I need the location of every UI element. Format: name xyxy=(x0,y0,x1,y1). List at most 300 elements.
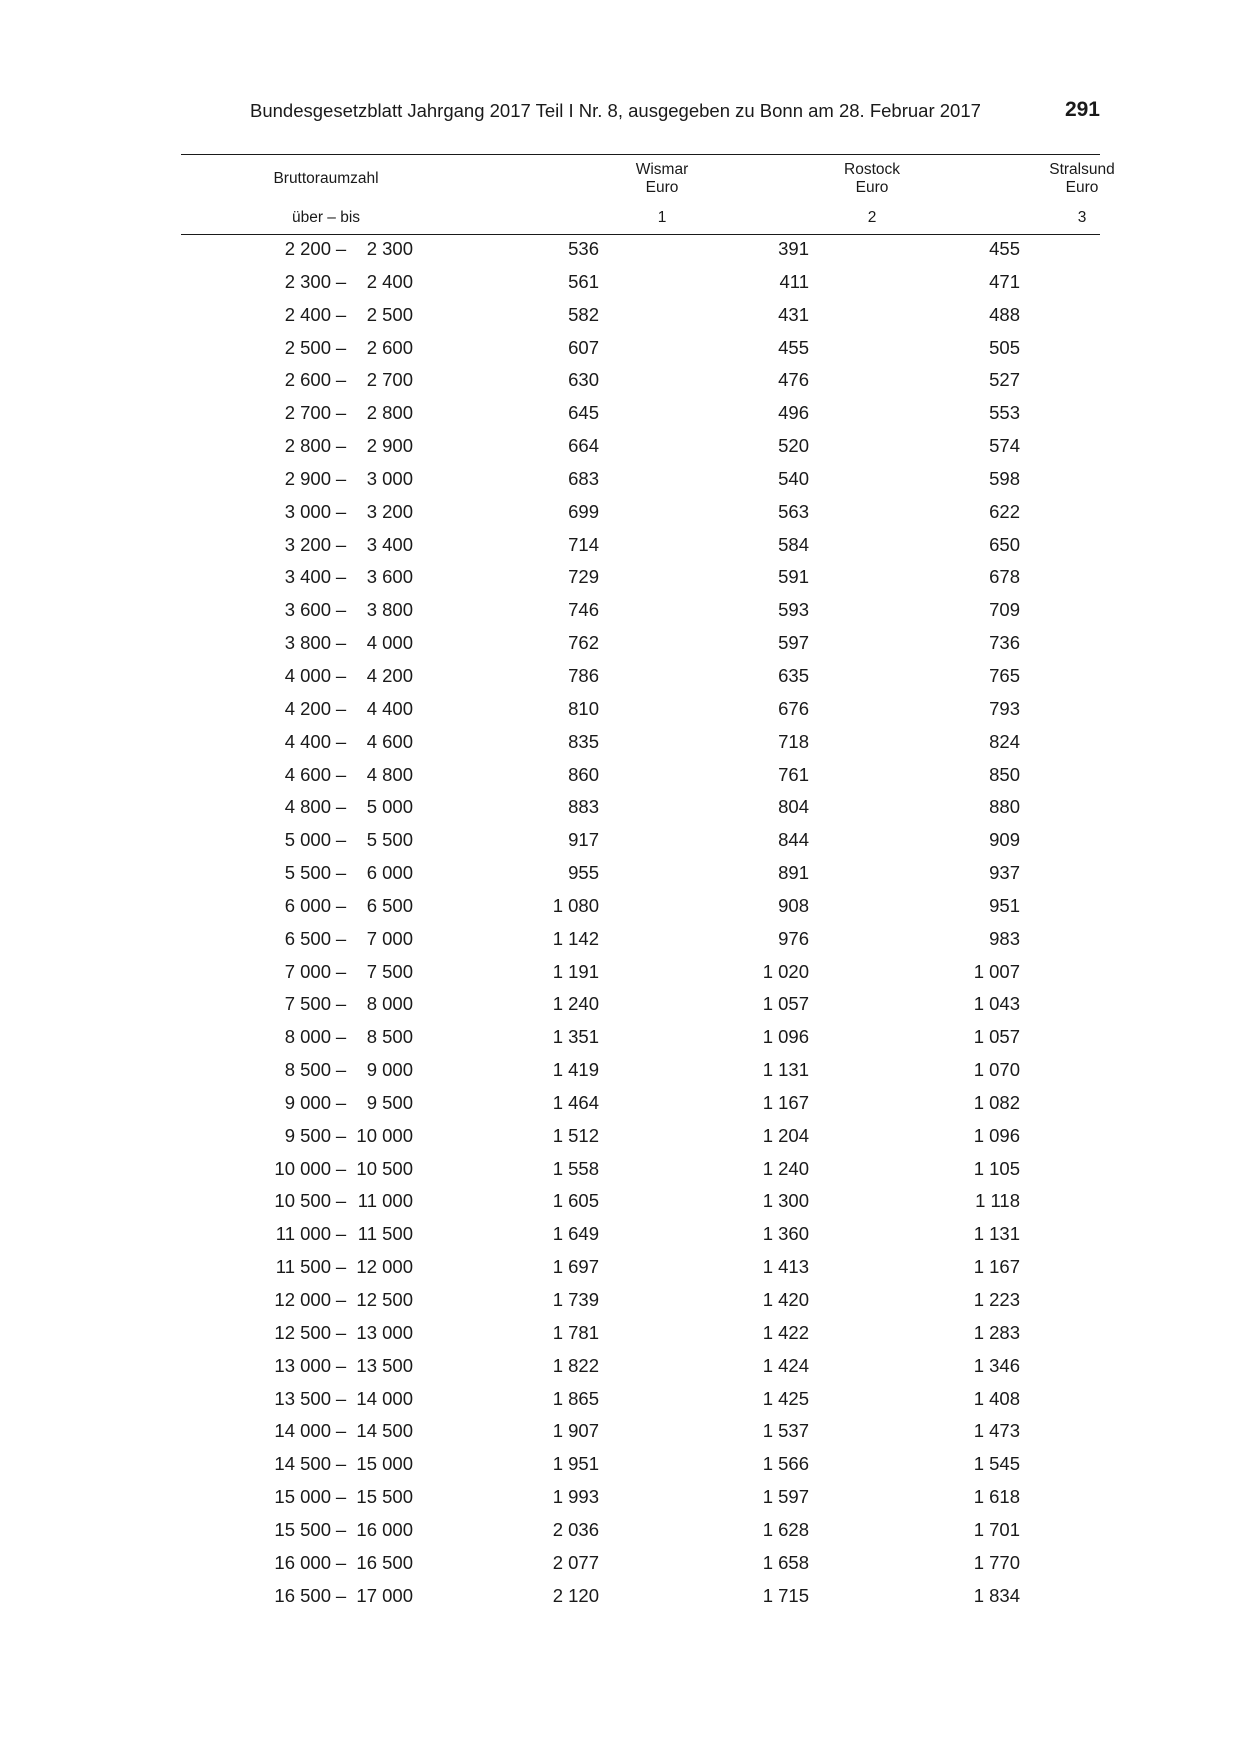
range-from: 10 500 xyxy=(274,1190,331,1212)
fee-rostock: 496 xyxy=(778,402,809,424)
range-to: 12 500 xyxy=(356,1289,413,1310)
table-row xyxy=(181,334,1100,367)
range-to: 9 500 xyxy=(366,1091,413,1113)
fee-rostock: 844 xyxy=(778,829,809,851)
range-dash: – xyxy=(335,1453,347,1475)
fee-rostock: 591 xyxy=(778,566,809,588)
range-from: 12 000 xyxy=(274,1289,331,1310)
fee-stralsund: 488 xyxy=(989,303,1020,325)
range-dash: – xyxy=(335,1551,347,1573)
range-from: 2 400 xyxy=(284,303,331,325)
fee-wismar: 2 036 xyxy=(552,1518,599,1540)
table-row xyxy=(181,1516,1100,1549)
fee-rostock: 1 658 xyxy=(762,1551,809,1573)
column-subheader-range: über – bis xyxy=(291,209,361,226)
range-to: 2 400 xyxy=(366,270,413,292)
range-dash: – xyxy=(335,467,347,489)
fee-stralsund: 574 xyxy=(989,435,1020,457)
fee-wismar: 729 xyxy=(568,566,599,588)
range-to: 4 000 xyxy=(366,632,413,654)
fee-rostock: 1 628 xyxy=(762,1518,809,1540)
range-to: 8 500 xyxy=(366,1026,413,1048)
range-to: 15 000 xyxy=(356,1453,413,1475)
table-row xyxy=(181,958,1100,991)
fee-stralsund: 1 007 xyxy=(973,960,1020,982)
fee-stralsund: 1 618 xyxy=(973,1486,1020,1508)
fee-rostock: 1 424 xyxy=(762,1354,809,1376)
fee-stralsund: 793 xyxy=(989,697,1020,719)
fee-wismar: 746 xyxy=(568,599,599,621)
range-dash: – xyxy=(335,927,347,949)
range-dash: – xyxy=(335,566,347,588)
fee-wismar: 1 142 xyxy=(552,927,599,949)
fee-wismar: 561 xyxy=(568,270,599,292)
fee-stralsund: 553 xyxy=(989,402,1020,424)
fee-wismar: 1 697 xyxy=(552,1256,599,1278)
range-from: 11 500 xyxy=(275,1256,331,1278)
range-from: 11 000 xyxy=(275,1223,331,1245)
column-header-rostock-name: Rostock xyxy=(844,161,900,178)
fee-wismar: 860 xyxy=(568,763,599,785)
range-from: 2 500 xyxy=(284,336,331,358)
table-row xyxy=(181,793,1100,826)
range-to: 14 500 xyxy=(356,1420,413,1442)
fee-stralsund: 1 701 xyxy=(973,1518,1020,1540)
fee-rostock: 1 057 xyxy=(762,993,809,1015)
column-header-rostock-unit: Euro xyxy=(855,179,889,196)
fee-rostock: 976 xyxy=(778,927,809,949)
range-from: 2 600 xyxy=(284,369,331,391)
fee-rostock: 476 xyxy=(778,369,809,391)
range-to: 2 500 xyxy=(366,303,413,325)
fee-wismar: 1 351 xyxy=(552,1026,599,1048)
fee-stralsund: 1 283 xyxy=(973,1321,1020,1343)
fee-stralsund: 527 xyxy=(989,369,1020,391)
fee-rostock: 411 xyxy=(779,270,809,292)
table-row xyxy=(181,826,1100,859)
range-from: 13 500 xyxy=(274,1387,331,1409)
range-from: 8 000 xyxy=(284,1026,331,1048)
range-to: 9 000 xyxy=(366,1059,413,1081)
range-from: 10 000 xyxy=(274,1157,331,1179)
fee-wismar: 1 191 xyxy=(552,960,599,982)
fee-rostock: 455 xyxy=(778,336,809,358)
column-header-wismar-name: Wismar xyxy=(635,161,689,178)
range-to: 11 000 xyxy=(357,1190,413,1212)
range-dash: – xyxy=(335,1026,347,1048)
range-to: 2 300 xyxy=(366,238,413,259)
fee-wismar: 582 xyxy=(568,303,599,325)
range-dash: – xyxy=(335,664,347,686)
range-dash: – xyxy=(335,1420,347,1442)
fee-wismar: 1 240 xyxy=(552,993,599,1015)
fee-wismar: 1 739 xyxy=(552,1289,599,1310)
fee-rostock: 431 xyxy=(778,303,809,325)
fee-rostock: 804 xyxy=(778,796,809,818)
table-body xyxy=(181,235,1100,1614)
table-row xyxy=(181,1220,1100,1253)
fee-stralsund: 1 223 xyxy=(973,1289,1020,1310)
fee-stralsund: 1 545 xyxy=(973,1453,1020,1475)
range-from: 7 500 xyxy=(284,993,331,1015)
range-from: 9 000 xyxy=(284,1091,331,1113)
column-header-gross-tonnage: Bruttoraumzahl xyxy=(273,170,379,187)
fee-wismar: 664 xyxy=(568,435,599,457)
fee-table xyxy=(181,154,1115,1614)
table-row xyxy=(181,1089,1100,1122)
column-header-wismar xyxy=(562,161,762,197)
fee-rostock: 540 xyxy=(778,467,809,489)
range-from: 7 000 xyxy=(284,960,331,982)
fee-wismar: 2 120 xyxy=(552,1584,599,1606)
table-row xyxy=(181,662,1100,695)
fee-stralsund: 951 xyxy=(989,894,1020,916)
range-to: 13 500 xyxy=(356,1354,413,1376)
fee-stralsund: 824 xyxy=(989,730,1020,752)
table-row xyxy=(181,399,1100,432)
range-to: 2 800 xyxy=(366,402,413,424)
range-to: 17 000 xyxy=(356,1584,413,1606)
fee-wismar: 1 822 xyxy=(552,1354,599,1376)
range-to: 15 500 xyxy=(356,1486,413,1508)
range-dash: – xyxy=(335,1059,347,1081)
fee-wismar: 1 993 xyxy=(552,1486,599,1508)
range-to: 8 000 xyxy=(366,993,413,1015)
table-row xyxy=(181,1187,1100,1220)
range-to: 6 000 xyxy=(366,862,413,884)
table-row xyxy=(181,728,1100,761)
fee-stralsund: 850 xyxy=(989,763,1020,785)
table-row xyxy=(181,498,1100,531)
range-dash: – xyxy=(335,1387,347,1409)
range-dash: – xyxy=(335,763,347,785)
range-from: 16 500 xyxy=(274,1584,331,1606)
column-header-stralsund-name: Stralsund xyxy=(1049,161,1115,178)
fee-wismar: 786 xyxy=(568,664,599,686)
range-dash: – xyxy=(335,829,347,851)
range-to: 3 000 xyxy=(366,467,413,489)
fee-stralsund: 471 xyxy=(989,270,1020,292)
fee-rostock: 908 xyxy=(778,894,809,916)
table-row xyxy=(181,268,1100,301)
range-to: 4 800 xyxy=(366,763,413,785)
fee-wismar: 1 951 xyxy=(552,1453,599,1475)
fee-stralsund: 1 131 xyxy=(973,1223,1020,1245)
range-from: 14 000 xyxy=(274,1420,331,1442)
table-row xyxy=(181,531,1100,564)
range-from: 9 500 xyxy=(284,1124,331,1146)
range-dash: – xyxy=(335,632,347,654)
fee-rostock: 718 xyxy=(778,730,809,752)
fee-stralsund: 678 xyxy=(989,566,1020,588)
fee-wismar: 714 xyxy=(568,533,599,555)
fee-rostock: 1 413 xyxy=(762,1256,809,1278)
table-row xyxy=(181,1483,1100,1516)
fee-rostock: 1 422 xyxy=(762,1321,809,1343)
table-row xyxy=(181,859,1100,892)
range-to: 5 000 xyxy=(366,796,413,818)
fee-stralsund: 650 xyxy=(989,533,1020,555)
table-row xyxy=(181,892,1100,925)
fee-rostock: 593 xyxy=(778,599,809,621)
range-from: 3 200 xyxy=(284,533,331,555)
range-dash: – xyxy=(335,697,347,719)
fee-rostock: 761 xyxy=(778,763,809,785)
range-to: 10 500 xyxy=(356,1157,413,1179)
fee-rostock: 1 020 xyxy=(762,960,809,982)
range-dash: – xyxy=(335,1289,347,1310)
fee-rostock: 1 300 xyxy=(762,1190,809,1212)
fee-stralsund: 1 473 xyxy=(973,1420,1020,1442)
range-from: 16 000 xyxy=(274,1551,331,1573)
range-dash: – xyxy=(335,533,347,555)
table-row xyxy=(181,1023,1100,1056)
fee-stralsund: 880 xyxy=(989,796,1020,818)
range-to: 3 600 xyxy=(366,566,413,588)
range-to: 4 200 xyxy=(366,664,413,686)
range-dash: – xyxy=(335,1486,347,1508)
table-row xyxy=(181,695,1100,728)
fee-rostock: 520 xyxy=(778,435,809,457)
column-number-wismar: 1 xyxy=(657,209,667,226)
table-row xyxy=(181,432,1100,465)
range-from: 3 000 xyxy=(284,500,331,522)
fee-stralsund: 983 xyxy=(989,927,1020,949)
range-to: 10 000 xyxy=(356,1124,413,1146)
fee-stralsund: 709 xyxy=(989,599,1020,621)
range-dash: – xyxy=(335,1157,347,1179)
fee-rostock: 1 425 xyxy=(762,1387,809,1409)
fee-wismar: 1 907 xyxy=(552,1420,599,1442)
table-row xyxy=(181,1417,1100,1450)
fee-wismar: 683 xyxy=(568,467,599,489)
table-row xyxy=(181,235,1100,268)
range-dash: – xyxy=(335,336,347,358)
range-to: 3 800 xyxy=(366,599,413,621)
range-from: 4 600 xyxy=(284,763,331,785)
range-dash: – xyxy=(335,1091,347,1113)
fee-wismar: 1 512 xyxy=(552,1124,599,1146)
range-from: 2 200 xyxy=(284,238,331,259)
fee-wismar: 1 865 xyxy=(552,1387,599,1409)
range-to: 3 200 xyxy=(366,500,413,522)
fee-wismar: 883 xyxy=(568,796,599,818)
fee-wismar: 1 649 xyxy=(552,1223,599,1245)
fee-stralsund: 1 408 xyxy=(973,1387,1020,1409)
range-to: 12 000 xyxy=(356,1256,413,1278)
range-to: 16 500 xyxy=(356,1551,413,1573)
table-row xyxy=(181,1122,1100,1155)
fee-wismar: 536 xyxy=(568,238,599,259)
range-to: 13 000 xyxy=(356,1321,413,1343)
range-from: 2 800 xyxy=(284,435,331,457)
range-dash: – xyxy=(335,960,347,982)
fee-stralsund: 736 xyxy=(989,632,1020,654)
fee-stralsund: 1 105 xyxy=(973,1157,1020,1179)
fee-stralsund: 622 xyxy=(989,500,1020,522)
fee-rostock: 1 240 xyxy=(762,1157,809,1179)
column-header-stralsund-unit: Euro xyxy=(1065,179,1099,196)
fee-rostock: 676 xyxy=(778,697,809,719)
column-header-wismar-unit: Euro xyxy=(645,179,679,196)
running-title: Bundesgesetzblatt Jahrgang 2017 Teil I Nr. 8, ausgegeben zu Bonn am 28. Februar 2017 xyxy=(250,100,981,121)
range-dash: – xyxy=(335,1354,347,1376)
range-from: 2 700 xyxy=(284,402,331,424)
table-row xyxy=(181,925,1100,958)
fee-wismar: 810 xyxy=(568,697,599,719)
table-row xyxy=(181,1352,1100,1385)
range-from: 8 500 xyxy=(284,1059,331,1081)
fee-wismar: 699 xyxy=(568,500,599,522)
range-from: 3 400 xyxy=(284,566,331,588)
fee-rostock: 1 597 xyxy=(762,1486,809,1508)
range-dash: – xyxy=(335,435,347,457)
column-header-rostock xyxy=(772,161,972,197)
table-row xyxy=(181,1056,1100,1089)
range-dash: – xyxy=(335,1256,347,1278)
fee-rostock: 1 131 xyxy=(762,1059,809,1081)
range-to: 2 600 xyxy=(366,336,413,358)
fee-stralsund: 1 770 xyxy=(973,1551,1020,1573)
column-number-stralsund: 3 xyxy=(1077,209,1087,226)
range-to: 4 600 xyxy=(366,730,413,752)
fee-rostock: 1 204 xyxy=(762,1124,809,1146)
fee-stralsund: 1 167 xyxy=(973,1256,1020,1278)
fee-stralsund: 598 xyxy=(989,467,1020,489)
range-dash: – xyxy=(335,369,347,391)
range-from: 5 000 xyxy=(284,829,331,851)
fee-wismar: 1 781 xyxy=(552,1321,599,1343)
range-dash: – xyxy=(335,500,347,522)
table-row xyxy=(181,465,1100,498)
range-dash: – xyxy=(335,1223,347,1245)
fee-wismar: 630 xyxy=(568,369,599,391)
fee-rostock: 1 096 xyxy=(762,1026,809,1048)
range-from: 12 500 xyxy=(274,1321,331,1343)
table-row xyxy=(181,1319,1100,1352)
range-to: 11 500 xyxy=(357,1223,413,1245)
table-header xyxy=(181,155,1115,235)
table-row xyxy=(181,1450,1100,1483)
range-dash: – xyxy=(335,402,347,424)
range-to: 6 500 xyxy=(366,894,413,916)
fee-stralsund: 1 346 xyxy=(973,1354,1020,1376)
fee-rostock: 584 xyxy=(778,533,809,555)
fee-rostock: 635 xyxy=(778,664,809,686)
table-row xyxy=(181,596,1100,629)
range-dash: – xyxy=(335,1584,347,1606)
range-from: 4 400 xyxy=(284,730,331,752)
fee-rostock: 1 360 xyxy=(762,1223,809,1245)
range-from: 14 500 xyxy=(274,1453,331,1475)
range-from: 6 000 xyxy=(284,894,331,916)
range-dash: – xyxy=(335,1518,347,1540)
fee-wismar: 645 xyxy=(568,402,599,424)
range-from: 4 000 xyxy=(284,664,331,686)
range-to: 2 900 xyxy=(366,435,413,457)
range-from: 15 500 xyxy=(274,1518,331,1540)
table-row xyxy=(181,1155,1100,1188)
table-row xyxy=(181,761,1100,794)
fee-stralsund: 1 043 xyxy=(973,993,1020,1015)
range-dash: – xyxy=(335,270,347,292)
fee-wismar: 1 464 xyxy=(552,1091,599,1113)
column-header-stralsund xyxy=(982,161,1182,197)
fee-rostock: 891 xyxy=(778,862,809,884)
fee-wismar: 2 077 xyxy=(552,1551,599,1573)
range-from: 13 000 xyxy=(274,1354,331,1376)
range-dash: – xyxy=(335,599,347,621)
range-dash: – xyxy=(335,894,347,916)
range-from: 4 200 xyxy=(284,697,331,719)
range-from: 4 800 xyxy=(284,796,331,818)
fee-stralsund: 765 xyxy=(989,664,1020,686)
range-to: 3 400 xyxy=(366,533,413,555)
fee-stralsund: 1 070 xyxy=(973,1059,1020,1081)
range-dash: – xyxy=(335,862,347,884)
table-row xyxy=(181,990,1100,1023)
range-to: 4 400 xyxy=(366,697,413,719)
table-row xyxy=(181,1286,1100,1319)
range-from: 15 000 xyxy=(274,1486,331,1508)
fee-rostock: 1 167 xyxy=(762,1091,809,1113)
fee-stralsund: 455 xyxy=(989,238,1020,259)
table-row xyxy=(181,1253,1100,1286)
fee-wismar: 955 xyxy=(568,862,599,884)
range-to: 5 500 xyxy=(366,829,413,851)
range-dash: – xyxy=(335,1321,347,1343)
table-row xyxy=(181,1582,1100,1615)
running-head xyxy=(250,98,1100,126)
fee-wismar: 917 xyxy=(568,829,599,851)
fee-wismar: 607 xyxy=(568,336,599,358)
range-to: 7 000 xyxy=(366,927,413,949)
fee-stralsund: 1 834 xyxy=(973,1584,1020,1606)
range-dash: – xyxy=(335,1190,347,1212)
table-row xyxy=(181,366,1100,399)
fee-rostock: 1 537 xyxy=(762,1420,809,1442)
range-from: 6 500 xyxy=(284,927,331,949)
range-from: 2 300 xyxy=(284,270,331,292)
fee-wismar: 1 080 xyxy=(552,894,599,916)
fee-rostock: 597 xyxy=(778,632,809,654)
fee-wismar: 1 558 xyxy=(552,1157,599,1179)
fee-wismar: 835 xyxy=(568,730,599,752)
fee-rostock: 563 xyxy=(778,500,809,522)
range-to: 2 700 xyxy=(366,369,413,391)
fee-wismar: 762 xyxy=(568,632,599,654)
page-number: 291 xyxy=(1064,98,1100,121)
fee-stralsund: 1 057 xyxy=(973,1026,1020,1048)
range-from: 3 600 xyxy=(284,599,331,621)
fee-wismar: 1 419 xyxy=(552,1059,599,1081)
fee-rostock: 1 420 xyxy=(762,1289,809,1310)
table-row xyxy=(181,1549,1100,1582)
table-row xyxy=(181,301,1100,334)
fee-rostock: 1 566 xyxy=(762,1453,809,1475)
range-to: 16 000 xyxy=(356,1518,413,1540)
range-to: 14 000 xyxy=(356,1387,413,1409)
fee-stralsund: 1 118 xyxy=(975,1190,1020,1212)
range-to: 7 500 xyxy=(366,960,413,982)
fee-stralsund: 937 xyxy=(989,862,1020,884)
fee-wismar: 1 605 xyxy=(552,1190,599,1212)
range-dash: – xyxy=(335,1124,347,1146)
table-row xyxy=(181,629,1100,662)
range-dash: – xyxy=(335,730,347,752)
table-row xyxy=(181,563,1100,596)
column-number-rostock: 2 xyxy=(867,209,877,226)
